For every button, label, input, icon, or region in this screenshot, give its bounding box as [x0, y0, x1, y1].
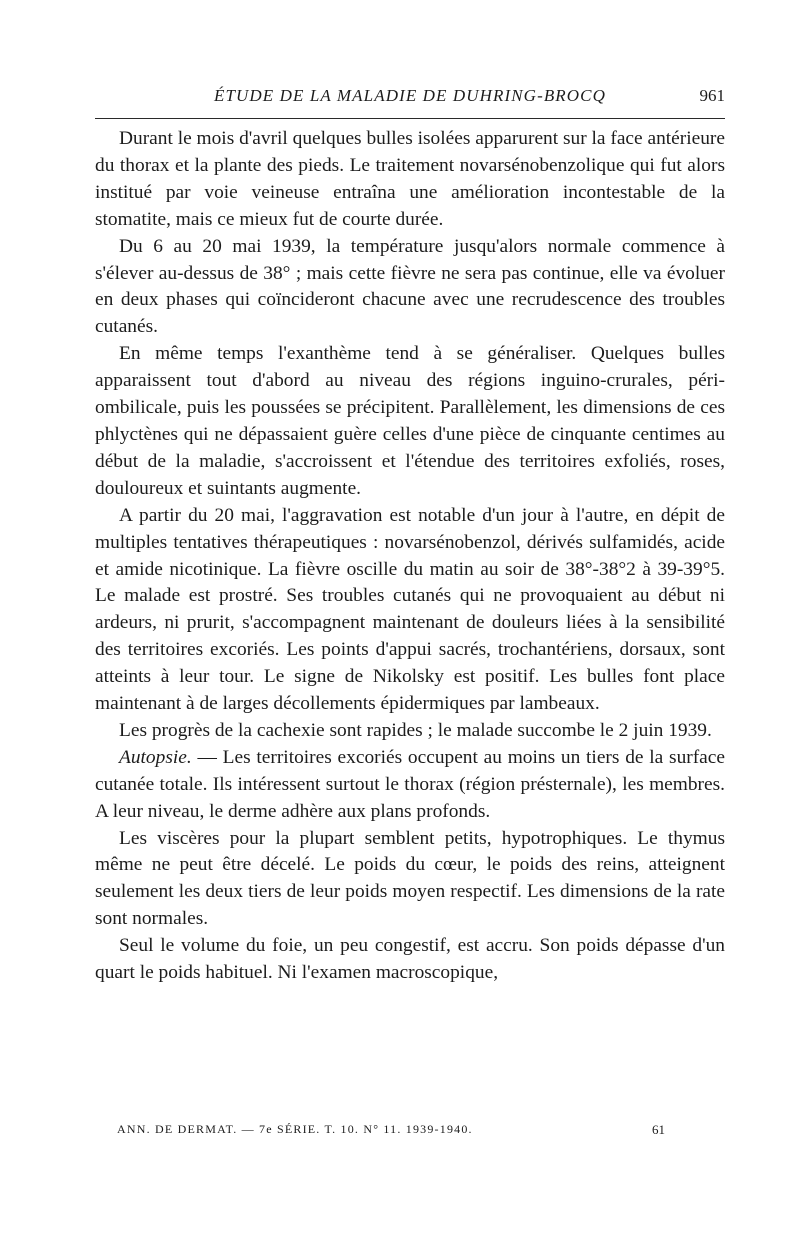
paragraph-autopsy — [95, 745, 725, 826]
running-title: ÉTUDE DE LA MALADIE DE DUHRING-BROCQ — [213, 86, 606, 105]
page-footer — [95, 1122, 725, 1142]
autopsy-text: — Les territoires excoriés occupent au moins un tiers de la surface cutanée totale. Ils intéressent surtout le thorax (région présternale), les membres. A leur niveau, le derme adhère aux plans profonds. — [95, 746, 725, 822]
paragraph-7: Les viscères pour la plupart semblent petits, hypotrophiques. Le thymus même ne peut être décelé. Le poids du cœur, le poids des reins, atteignent seulement les deux tiers de leur poids moyen respectif. Les dimensions de la rate sont normales. — [95, 827, 725, 930]
signature-mark: 61 — [652, 1122, 665, 1137]
page-number: 961 — [699, 86, 725, 105]
paragraph-3: En même temps l'exanthème tend à se généraliser. Quelques bulles apparaissent tout d'abord au niveau des régions inguino-crurales, péri-ombilicale, puis les poussées se précipitent. Parallèlement, les dimensions de ces phlyctènes qui ne dépassaient guère celles d'une pièce de cinquante centimes au début de la maladie, s'accroissent et l'étendue des territoires exfoliés, roses, douloureux et suintants augmente. — [95, 343, 725, 499]
paragraph-4: A partir du 20 mai, l'aggravation est notable d'un jour à l'autre, en dépit de multiples tentatives thérapeutiques : novarsénobenzol, dérivés sulfamidés, acide et amide nicotinique. La fièvre oscille du matin au soir de 38°-38°2 à 39-39°5. Le malade est prostré. Ses troubles cutanés qui ne provoquaient au début ni ardeurs, ni prurit, s'accompagnent maintenant de douleurs liées à la sensibilité des territoires excoriés. Les points d'appui sacrés, trochantériens, dorsaux, sont atteints à leur tour. Le signe de Nikolsky est positif. Les bulles font place maintenant à de larges décollements épidermiques par lambeaux. — [95, 504, 725, 715]
autopsy-label: Autopsie. — [119, 746, 192, 768]
paragraph-2: Du 6 au 20 mai 1939, la température jusqu'alors normale commence à s'élever au-dessus de 38° ; mais cette fièvre ne sera pas continue, elle va évoluer en deux phases qui coïncideront chacune avec une recrudescence des troubles cutanés. — [95, 235, 725, 338]
body-text — [95, 126, 725, 987]
paragraph-5: Les progrès de la cachexie sont rapides ; le malade succombe le 2 juin 1939. — [119, 719, 712, 741]
journal-citation: ANN. DE DERMAT. — 7e SÉRIE. T. 10. N° 11. 1939-1940. — [117, 1122, 473, 1136]
paragraph-8: Seul le volume du foie, un peu congestif, est accru. Son poids dépasse d'un quart le poids habituel. Ni l'examen macroscopique, — [95, 935, 725, 984]
paragraph-1: Durant le mois d'avril quelques bulles isolées apparurent sur la face antérieure du thorax et la plante des pieds. Le traitement novarsénobenzolique qui fut alors institué par voie veineuse entraîna une amélioration incontestable de la stomatite, mais ce mieux fut de courte durée. — [95, 128, 725, 230]
header-rule — [95, 118, 725, 119]
running-head — [95, 86, 725, 112]
